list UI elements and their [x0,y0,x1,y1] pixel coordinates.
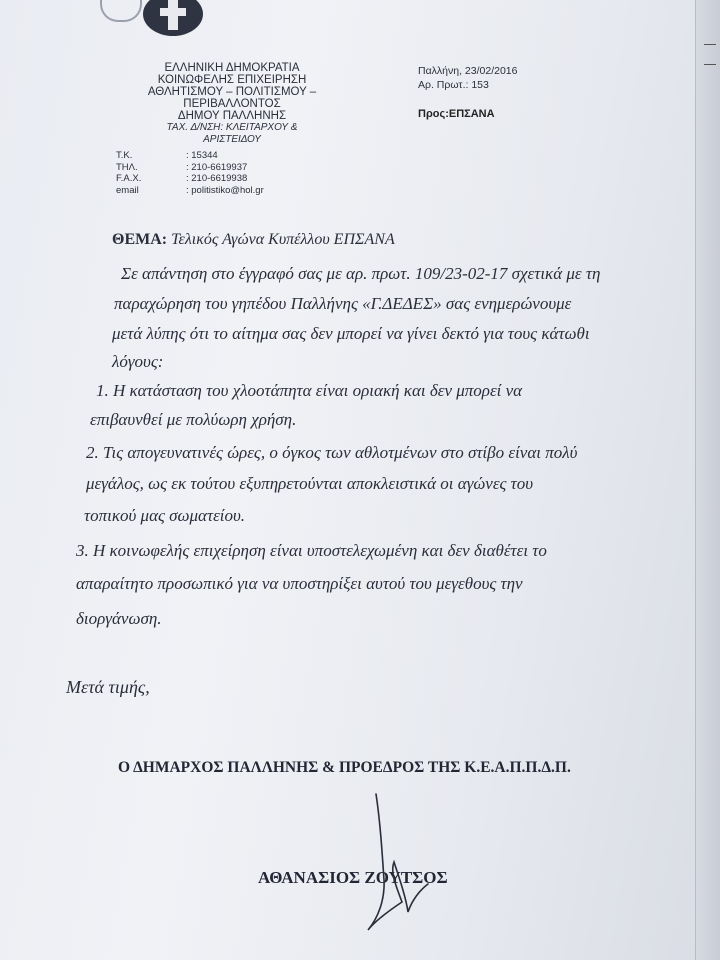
contact-row [116,173,264,185]
org-line: ΑΘΛΗΤΙΣΜΟΥ – ΠΟΛΙΤΙΣΜΟΥ – [147,86,317,98]
reason-line: επιβαυνθεί με πολύωρη χρήση. [90,410,297,429]
contact-key: Τ.Κ. [116,150,133,161]
intro-line: λόγους: [112,352,164,371]
reason-line: τοπικού μας σωματείου. [84,506,246,525]
protocol-number: Αρ. Πρωτ.: 153 [418,79,489,91]
contact-key: F.A.X. [116,173,142,184]
intro-line: μετά λύπης ότι το αίτημα σας δεν μπορεί να γίνει δεκτό για τους κάτωθι [112,324,590,343]
paperclip-icon [100,0,142,22]
org-line: ΔΗΜΟΥ ΠΑΛΛΗΝΗΣ [177,110,287,122]
signatory-title: Ο ΔΗΜΑΡΧΟΣ ΠΑΛΛΗΝΗΣ & ΠΡΟΕΔΡΟΣ ΤΗΣ Κ.Ε.Α.Π.Π.Δ.Π. [118,759,571,776]
contact-key: email [116,184,139,196]
page-edge [695,0,720,960]
address-line: ΑΡΙΣΤΕΙΔΟΥ [203,134,261,145]
org-line: ΚΟΙΝΩΦΕΛΗΣ ΕΠΙΧΕΙΡΗΣΗ [157,74,307,86]
sender-block [122,62,342,146]
contact-value: : 210-6619938 [186,173,248,184]
recipient: Προς:ΕΠΣΑΝΑ [418,108,495,120]
reason-line: απαραίτητο προσωπικό για να υποστηρίξει αυτού του μεγεθους την [76,574,523,593]
emblem-icon [138,0,208,38]
reason-line: διοργάνωση. [76,609,162,628]
date-protocol-block [418,64,517,92]
contact-row [116,185,264,197]
intro-line: παραχώρηση του γηπέδου Παλλήνης «Γ.ΔΕΔΕΣ» σας ενημερώνουμε [114,294,572,313]
contact-key: ΤΗΛ. [116,161,138,173]
contact-row [116,150,264,162]
reason-line: 1. Η κατάσταση του χλοοτάπητα είναι οριακή και δεν μπορεί να [96,381,523,400]
reason-line: 2. Τις απογευνατινές ώρες, ο όγκος των αθλοτμένων στο στίβο είναι πολύ [86,443,578,462]
contact-value: : 210-6619937 [186,161,248,173]
subject-label: ΘΕΜΑ: [112,231,168,248]
edge-mark [704,44,716,45]
signatory-name: ΑΘΑΝΑΣΙΟΣ ΖΟΥΤΣΟΣ [258,868,448,887]
org-line: ΕΛΛΗΝΙΚΗ ΔΗΜΟΚΡΑΤΙΑ [164,62,300,74]
contact-row [116,162,264,174]
subject-line [112,231,395,249]
edge-mark [704,64,716,65]
signature-icon [350,790,460,940]
contact-value: : politistiko@hol.gr [186,184,264,196]
org-line: ΠΕΡΙΒΑΛΛΟΝΤΟΣ [183,98,281,110]
subject-text: Τελικός Αγώνα Κυπέλλου ΕΠΣΑΝΑ [167,231,395,248]
contact-list [116,150,264,196]
reason-line: μεγάλος, ως εκ τούτου εξυπηρετούνται αποκλειστικά οι αγώνες του [86,474,534,493]
reason-line: 3. Η κοινωφελής επιχείρηση είναι υποστελεχωμένη και δεν διαθέτει το [76,541,547,560]
address-line: ΤΑΧ. Δ/ΝΣΗ: ΚΛΕΙΤΑΡΧΟΥ & [166,122,298,133]
place-date: Παλλήνη, 23/02/2016 [418,65,518,77]
closing: Μετά τιμής, [66,677,150,697]
intro-line: Σε απάντηση στο έγγραφό σας με αρ. πρωτ. 109/23-02-17 σχετικά με τη [121,264,601,283]
contact-value: : 15344 [186,150,218,161]
